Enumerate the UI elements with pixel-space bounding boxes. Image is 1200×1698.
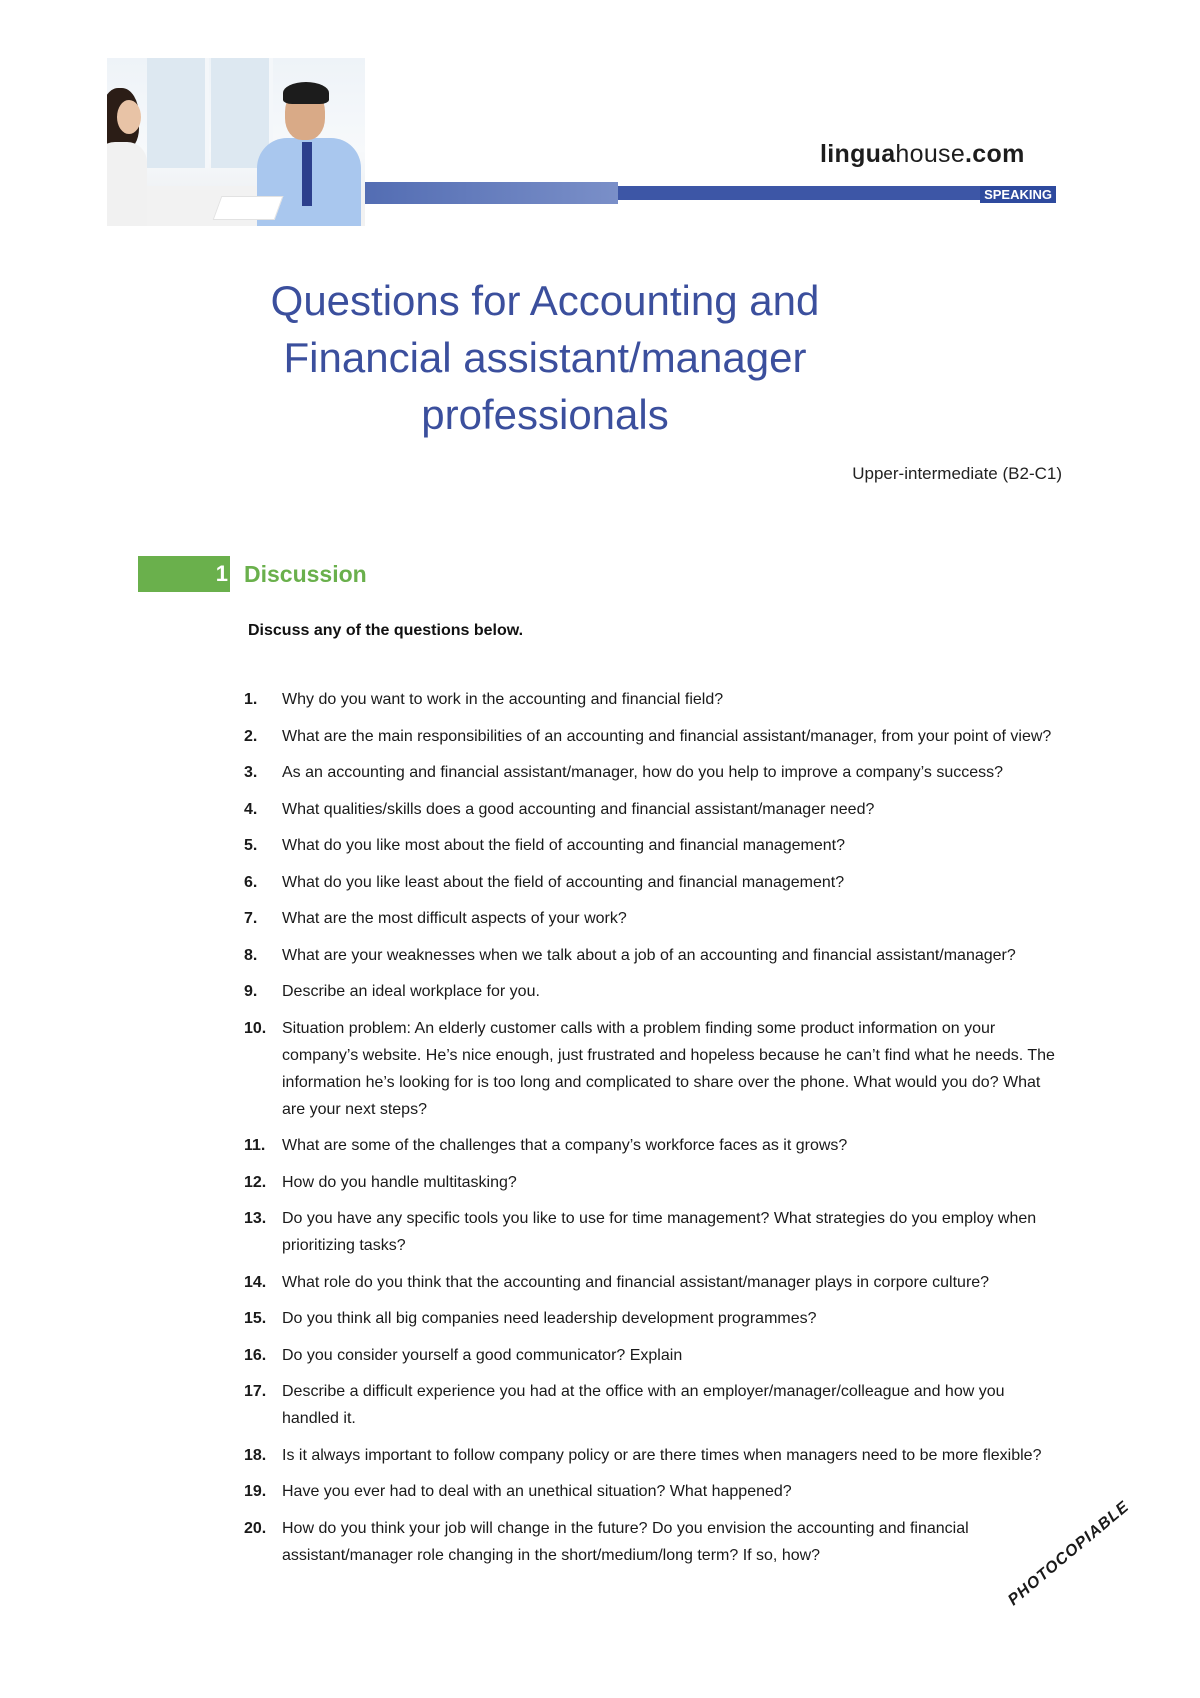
photo-man-hair xyxy=(283,82,329,104)
question-number: 9. xyxy=(244,983,258,1000)
question-text: Do you have any specific tools you like to use for time management? What strategies do you employ when prioritizing tasks? xyxy=(282,1210,1037,1254)
question-item xyxy=(244,1205,1064,1259)
question-item xyxy=(244,942,1064,969)
question-number: 20. xyxy=(244,1519,267,1537)
question-text: Have you ever had to deal with an unethical situation? What happened? xyxy=(282,1483,792,1500)
question-text: What do you like most about the field of accounting and financial management? xyxy=(282,837,846,854)
section-instruction: Discuss any of the questions below. xyxy=(248,622,524,639)
question-number: 7. xyxy=(244,910,258,927)
question-text: As an accounting and financial assistant/manager, how do you help to improve a company’s success? xyxy=(282,764,1004,781)
question-text: Why do you want to work in the accounting and financial field? xyxy=(282,691,724,708)
photocopiable-stamp: PHOTOCOPIABLE xyxy=(1005,1498,1133,1610)
question-item xyxy=(244,1442,1064,1469)
question-number: 11. xyxy=(244,1137,266,1154)
question-number: 1. xyxy=(244,691,258,708)
question-number: 13. xyxy=(244,1210,267,1227)
question-text: What are the most difficult aspects of your work? xyxy=(282,910,627,927)
question-text: How do you handle multitasking? xyxy=(282,1173,517,1191)
question-item xyxy=(244,1515,1064,1569)
question-text: What role do you think that the accounting and financial assistant/manager plays in corpore culture? xyxy=(282,1273,990,1291)
question-text: Do you think all big companies need leadership development programmes? xyxy=(282,1310,817,1327)
title-line: Questions for Accounting and xyxy=(270,277,820,324)
logo-bold-part: lingua xyxy=(820,140,896,168)
question-item xyxy=(244,1169,1064,1196)
question-number: 12. xyxy=(244,1173,267,1191)
question-number: 3. xyxy=(244,764,258,781)
question-text: Describe a difficult experience you had at the office with an employer/manager/colleague and how you handled it. xyxy=(282,1383,1005,1427)
question-item xyxy=(244,686,1064,713)
question-number: 14. xyxy=(244,1273,267,1291)
linguahouse-logo[interactable] xyxy=(820,140,1025,169)
question-number: 8. xyxy=(244,946,258,964)
question-item xyxy=(244,1342,1064,1369)
question-number: 19. xyxy=(244,1483,267,1500)
photo-paper xyxy=(213,196,284,220)
question-item xyxy=(244,869,1064,896)
question-number: 10. xyxy=(244,1019,267,1037)
page-title xyxy=(205,272,885,443)
title-line: Financial assistant/manager xyxy=(283,334,807,381)
section-title: Discussion xyxy=(244,561,367,587)
question-text: Situation problem: An elderly customer calls with a problem finding some product information on your company’s website. He’s nice enough, just frustrated and hopeless because he can’t find what he needs. The information he’s looking for is too long and complicated to share over the phone. What would you do? What are your next steps? xyxy=(282,1019,1055,1118)
question-number: 15. xyxy=(244,1310,267,1327)
question-number: 18. xyxy=(244,1446,267,1464)
question-item xyxy=(244,759,1064,786)
question-text: What qualities/skills does a good accounting and financial assistant/manager need? xyxy=(282,800,875,818)
question-text: What are the main responsibilities of an accounting and financial assistant/manager, from your point of view? xyxy=(282,727,1052,745)
photo-man-tie xyxy=(302,142,312,206)
question-item xyxy=(244,978,1064,1005)
question-item xyxy=(244,832,1064,859)
question-item xyxy=(244,796,1064,823)
photo-woman-face xyxy=(117,100,141,134)
logo-tld-part: .com xyxy=(965,140,1025,168)
question-text: What are some of the challenges that a company’s workforce faces as it grows? xyxy=(282,1137,848,1154)
question-text: How do you think your job will change in the future? Do you envision the accounting and financial assistant/manager role changing in the short/medium/long term? If so, how? xyxy=(282,1519,969,1564)
question-item xyxy=(244,1478,1064,1505)
question-number: 16. xyxy=(244,1346,267,1364)
question-number: 17. xyxy=(244,1383,267,1400)
photo-window xyxy=(147,58,209,168)
office-interview-photo xyxy=(107,58,365,226)
question-number: 2. xyxy=(244,727,258,745)
question-item xyxy=(244,1132,1064,1159)
question-item xyxy=(244,905,1064,932)
level-label: Upper-intermediate (B2-C1) xyxy=(852,464,1062,483)
title-line: professionals xyxy=(421,391,669,438)
question-item xyxy=(244,723,1064,750)
question-list xyxy=(244,686,1064,1578)
header-stripe-left xyxy=(365,182,618,204)
section-number: 1 xyxy=(215,561,228,586)
question-text: Describe an ideal workplace for you. xyxy=(282,983,540,1000)
question-item xyxy=(244,1378,1064,1432)
photo-woman-body xyxy=(107,142,147,226)
question-text: What are your weaknesses when we talk about a job of an accounting and financial assistant/manager? xyxy=(282,946,1016,964)
question-text: Do you consider yourself a good communicator? Explain xyxy=(282,1346,683,1364)
logo-regular-part: house xyxy=(895,140,966,168)
question-number: 4. xyxy=(244,800,258,818)
skill-tag: SPEAKING xyxy=(980,186,1056,203)
question-text: Is it always important to follow company policy or are there times when managers need to be more flexible? xyxy=(282,1446,1042,1464)
question-item xyxy=(244,1015,1064,1123)
question-item xyxy=(244,1269,1064,1296)
question-number: 6. xyxy=(244,873,258,891)
question-item xyxy=(244,1305,1064,1332)
question-text: What do you like least about the field of accounting and financial management? xyxy=(282,873,845,891)
question-number: 5. xyxy=(244,837,258,854)
